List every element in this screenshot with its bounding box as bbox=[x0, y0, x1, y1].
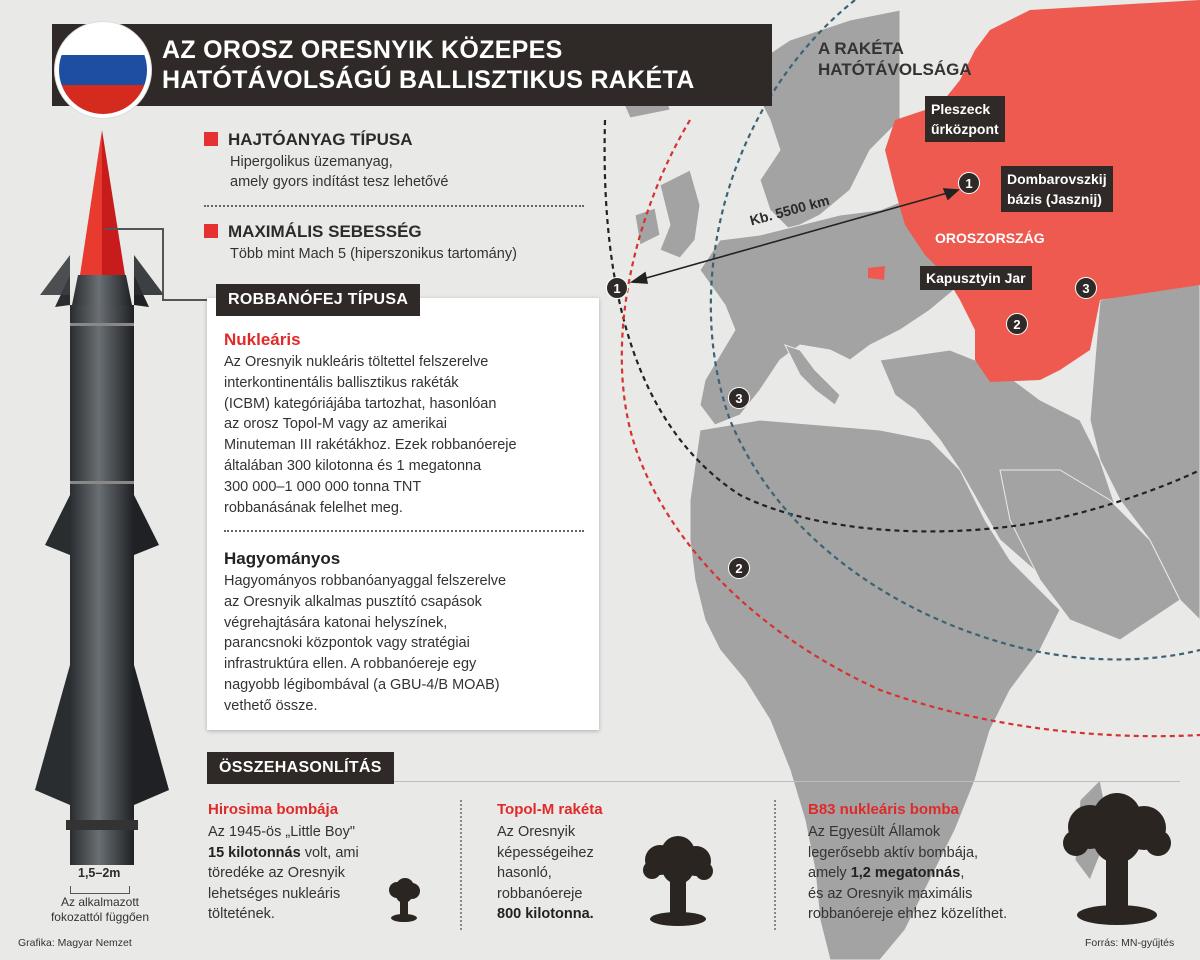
range-title: A RAKÉTA HATÓTÁVOLSÁGA bbox=[818, 39, 972, 79]
cmp-divider-2 bbox=[774, 800, 776, 930]
title-bar bbox=[52, 24, 772, 106]
comparison-tag: ÖSSZEHASONLÍTÁS bbox=[207, 752, 394, 784]
conventional-text: Hagyományos robbanóanyaggal felszerelve az Oresnyik alkalmas pusztító csapások végrehajtására katonai helyszínek, parancsnoki központok vagy stratégiai infrastruktúra ellen. A robbanóereje egy nagyobb légibombával (a GBU-4/B MOAB) vethető össze. bbox=[224, 573, 507, 714]
site-marker-2: 2 bbox=[1006, 313, 1028, 335]
site-marker-3: 3 bbox=[1075, 277, 1097, 299]
britain bbox=[660, 170, 700, 258]
speed-heading: MAXIMÁLIS SEBESSÉG bbox=[204, 222, 422, 242]
country-label: OROSZORSZÁG bbox=[935, 230, 1045, 246]
source: Forrás: MN-gyűjtés bbox=[1085, 937, 1175, 949]
site-label-kapusztyin: Kapusztyin Jar bbox=[920, 266, 1032, 290]
range-marker-3: 3 bbox=[728, 387, 750, 409]
propellant-heading: HAJTÓANYAG TÍPUSA bbox=[204, 130, 413, 150]
hiroshima-title: Hirosima bombája bbox=[208, 801, 339, 818]
mushroom-cloud-icon-small bbox=[385, 878, 423, 922]
propellant-text: Hipergolikus üzemanyag, amely gyors indítást tesz lehetővé bbox=[230, 154, 449, 190]
topol-title: Topol-M rakéta bbox=[497, 801, 603, 818]
russia-flag-icon bbox=[55, 22, 151, 118]
diameter-bracket bbox=[70, 886, 130, 894]
b83-text: Az Egyesült Államok legerősebb aktív bombája, amely 1,2 megatonnás, és az Oresnyik maximális robbanóereje ehhez közelíthet. bbox=[808, 824, 1008, 922]
missile-diameter: 1,5–2m bbox=[78, 866, 121, 880]
leader-line-v bbox=[162, 228, 164, 300]
nuclear-title: Nukleáris bbox=[224, 330, 301, 349]
page-title-line2: HATÓTÁVOLSÁGÚ BALLISZTIKUS RAKÉTA bbox=[162, 66, 695, 94]
b83-title: B83 nukleáris bomba bbox=[808, 801, 959, 818]
mushroom-cloud-icon-large bbox=[1062, 793, 1172, 927]
site-marker-1: 1 bbox=[958, 172, 980, 194]
italy bbox=[785, 345, 840, 405]
warhead-tag: ROBBANÓFEJ TÍPUSA bbox=[216, 284, 420, 316]
nuclear-text: Az Oresnyik nukleáris töltettel felszerelve interkontinentális ballisztikus rakéták (ICBM) kategóriájába tartozhat, hasonlóan az orosz Topol-M vagy az amerikai Minuteman III rakétákhoz. Ezek robbanóereje általában 300 kilotonna és 1 megatonna 300 000–1 000 000 tonna TNT robbanásának felelhet meg. bbox=[224, 354, 517, 516]
topol-text: Az Oresnyik képességeihez hasonló, robbanóereje 800 kilotonna. bbox=[497, 824, 594, 922]
box-divider bbox=[224, 530, 584, 532]
leader-line-h bbox=[105, 228, 163, 230]
cmp-divider-1 bbox=[460, 800, 462, 930]
speed-text: Több mint Mach 5 (hiperszonikus tartomány) bbox=[230, 246, 517, 262]
missile-note: Az alkalmazott fokozattól függően bbox=[50, 895, 150, 924]
credit: Grafika: Magyar Nemzet bbox=[18, 937, 132, 949]
site-label-pleszeck: Pleszeck űrközpont bbox=[925, 96, 1005, 142]
page-title-line1: AZ OROSZ ORESNYIK KÖZEPES bbox=[162, 36, 563, 64]
mushroom-cloud-icon-medium bbox=[640, 836, 716, 926]
divider-dots bbox=[204, 205, 584, 207]
range-marker-1: 1 bbox=[606, 277, 628, 299]
site-label-dombarovszkij: Dombarovszkij bázis (Jasznij) bbox=[1001, 166, 1113, 212]
distance-label: Kb. 5500 km bbox=[748, 191, 832, 229]
missile-illustration bbox=[30, 125, 180, 865]
hiroshima-text: Az 1945-ös „Little Boy" 15 kilotonnás volt, ami töredéke az Oresnyik lehetséges nukleáris töltetének. bbox=[208, 824, 359, 922]
conventional-title: Hagyományos bbox=[224, 549, 341, 568]
range-marker-2: 2 bbox=[728, 557, 750, 579]
